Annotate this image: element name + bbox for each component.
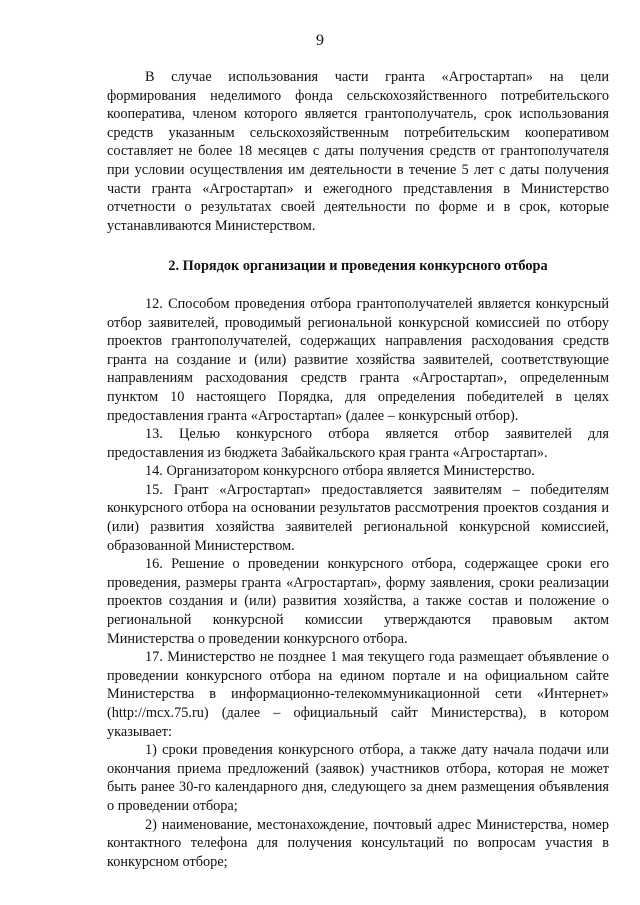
paragraph-13: 13. Целью конкурсного отбора является отбор заявителей для предоставления из бюджета Забайкальского края гранта «Агростартап». (107, 426, 609, 461)
paragraph-15: 15. Грант «Агростартап» предоставляется заявителям – победителям конкурсного отбора на основании результатов рассмотрения проектов создания и (или) развития хозяйства заявителей региональной конкурсной комиссией, образованной Министерством. (107, 481, 609, 554)
paragraph-12: 12. Способом проведения отбора грантополучателей является конкурсный отбор заявителей, проводимый региональной конкурсной комиссией по отбору проектов грантополучателей, содержащих направления расходования средств гранта на создание и (или) развитие хозяйства заявителей, соответствующие направлениям расходования средств гранта «Агростартап», определенным пунктом 10 настоящего Порядка, для определения победителей в целях предоставления гранта «Агростартап» (далее – конкурсный отбор). (107, 295, 609, 424)
list-item-1: 1) сроки проведения конкурсного отбора, а также дату начала подачи или окончания приема предложений (заявок) участников отбора, которая не может быть ранее 30-го календарного дня, следующего за днем размещения объявления о проведении отбора; (107, 742, 609, 814)
paragraph-17: 17. Министерство не позднее 1 мая текущего года размещает объявление о проведении конкурсного отбора на едином портале и на официальном сайте Министерства в информационно-телекоммуникационной сети «Интернет» (http://mcx.75.ru) (далее – официальный сайт Министерства), в котором указывает: (107, 649, 609, 740)
paragraph-intro: В случае использования части гранта «Агростартап» на цели формирования неделимого фонда сельскохозяйственного потребительского кооператива, членом которого является грантополучатель, срок использования средств указанным сельскохозяйственным потребительским кооперативом составляет не более 18 месяцев с даты получения средств от грантополучателя при условии осуществления им деятельности в течение 5 лет с даты получения части гранта «Агростартап» и ежегодного представления в Министерство отчетности о результатах своей деятельности по форме и в срок, которые устанавливаются Министерством. (107, 69, 609, 234)
paragraph-16: 16. Решение о проведении конкурсного отбора, содержащее сроки его проведения, размеры гранта «Агростартап», форму заявления, сроки реализации проектов создания и (или) развития хозяйства, а также состав и положение о региональной конкурсной комиссии утверждаются правовым актом Министерства о проведении конкурсного отбора. (107, 556, 609, 647)
document-body (107, 68, 609, 871)
page-number: 9 (316, 32, 324, 49)
section-heading: 2. Порядок организации и проведения конкурсного отбора (168, 258, 548, 275)
list-item-2: 2) наименование, местонахождение, почтовый адрес Министерства, номер контактного телефона для получения консультаций по вопросам участия в конкурсном отборе; (107, 816, 609, 870)
paragraph-14: 14. Организатором конкурсного отбора является Министерство. (145, 463, 535, 480)
